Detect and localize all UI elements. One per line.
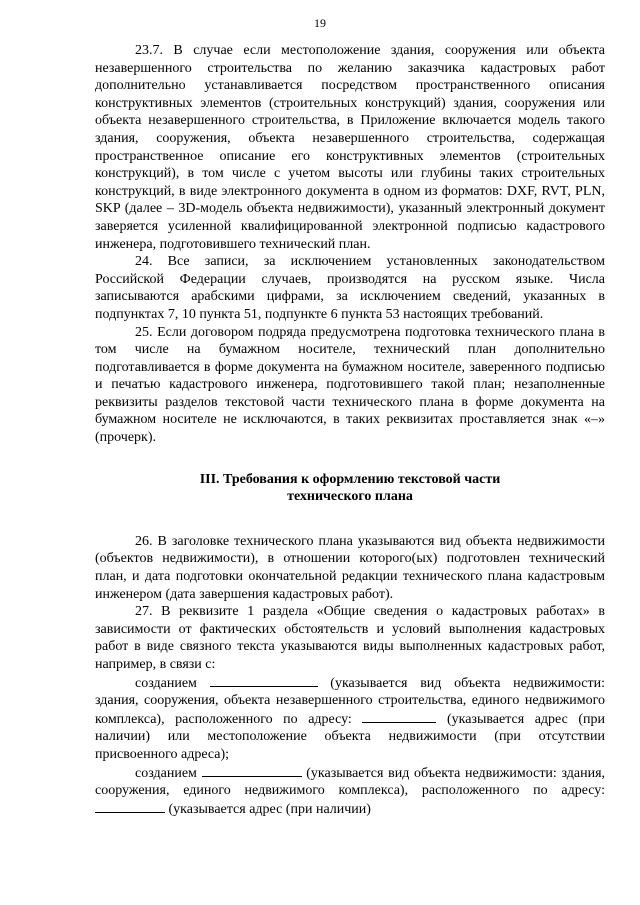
list-item-2-end: (указывается адрес (при наличии): [168, 801, 371, 817]
fill-in-blank: [362, 710, 436, 723]
fill-in-blank: [210, 674, 318, 687]
fill-in-blank: [202, 764, 302, 777]
paragraph-24: 24. Все записи, за исключением установленных законодательством Российской Федерации случаев, производятся на русском языке. Числа записываются арабскими цифрами, за исключением сведений, указанных в подпунктах 7, 10 пункта 51, подпункте 6 пункта 53 настоящих требований.: [95, 254, 605, 322]
fill-in-blank: [95, 800, 165, 813]
list-item-2-start: созданием: [135, 765, 197, 781]
paragraph-26: 26. В заголовке технического плана указываются вид объекта недвижимости (объектов недвижимости), в отношении которого(ых) подготовлен технический план, и дата подготовки окончательной редакции технического плана кадастровым инженером (дата завершения кадастровых работ).: [95, 533, 605, 602]
section-heading-line-1: III. Требования к оформлению текстовой части: [199, 471, 501, 487]
list-item-1: [95, 674, 605, 764]
page-number: 19: [314, 16, 326, 30]
paragraph-25: 25. Если договором подряда предусмотрена подготовка технического плана в том числе на бумажном носителе, технический план дополнительно подготавливается в форме документа на бумажном носителе, заверенного подписью и печатью кадастрового инженера, подготовившего такой план; незаполненные реквизиты разделов текстовой части технического плана в форме документа на бумажном носителе не исключаются, в таких реквизитах проставляется знак «–» (прочерк).: [95, 324, 605, 446]
section-heading: [95, 471, 605, 506]
list-item-1-end: (указывается адрес (при наличии) или местоположение объекта недвижимости (при отсутствии присвоенного адреса);: [95, 711, 606, 762]
list-item-2: [95, 764, 605, 819]
section-heading-line-2: технического плана: [287, 489, 413, 505]
document-body: [95, 42, 605, 818]
list-item-1-middle: (указывается вид объекта недвижимости: здания, сооружения, объекта незавершенного строительства, единого недвижимого комплекса), расположенного по адресу:: [95, 675, 606, 727]
paragraph-27: 27. В реквизите 1 раздела «Общие сведения о кадастровых работах» в зависимости от фактических обстоятельств и условий выполнения кадастровых работ в виде связного текста указываются виды выполненных кадастровых работ, например, в связи с:: [95, 604, 605, 672]
list-item-2-middle: (указывается вид объекта недвижимости: здания, сооружения, единого недвижимого комплекса), расположенного по адресу:: [95, 765, 606, 799]
list-item-1-start: созданием: [135, 675, 197, 691]
paragraph-23-7: 23.7. В случае если местоположение здания, сооружения или объекта незавершенного строительства по желанию заказчика кадастровых работ дополнительно устанавливается посредством пространственного описания конструктивных элементов (строительных конструкций) здания, сооружения или объекта незавершенного строительства, в Приложение включается модель такого здания, сооружения, объекта незавершенного строительства, содержащая пространственное описание его конструктивных элементов (строительных конструкций), в том числе с учетом высоты или глубины таких строительных конструкций, в виде электронного документа в одном из форматов: DXF, RVT, PLN, SKP (далее – 3D-модель объекта недвижимости), указанный электронный документ заверяется усиленной квалифицированной электронной подписью кадастрового инженера, подготовившего технический план.: [95, 43, 605, 252]
